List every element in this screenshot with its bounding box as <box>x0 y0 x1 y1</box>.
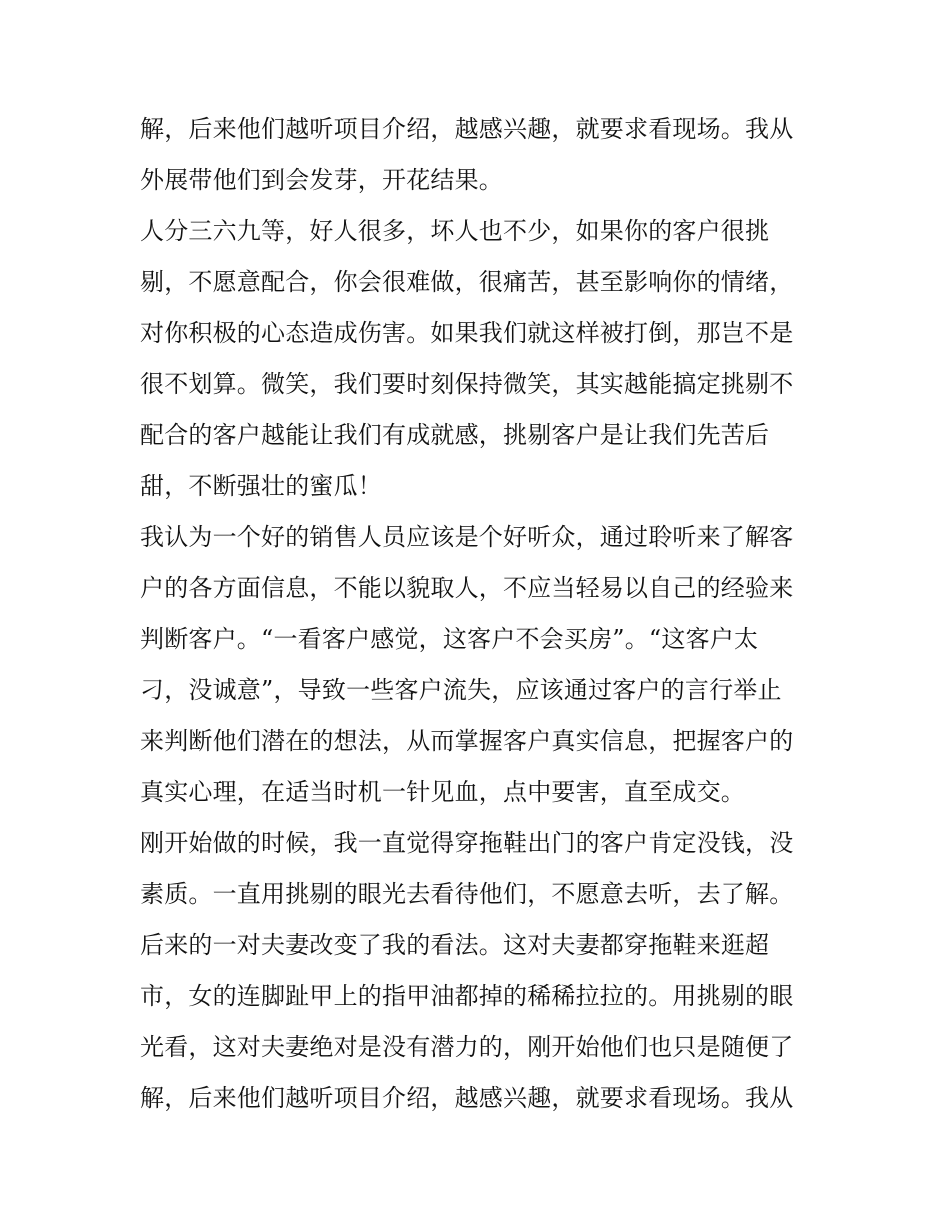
text-line: 判断客户。“一看客户感觉，这客户不会买房”。“这客户太 <box>140 625 759 653</box>
text-line: 人分三六九等，好人很多，坏人也不少，如果你的客户很挑 <box>140 217 770 245</box>
text-line: 我认为一个好的销售人员应该是个好听众，通过聆听来了解客 <box>140 523 794 551</box>
text-line: 后来的一对夫妻改变了我的看法。这对夫妻都穿拖鞋来逛超 <box>140 931 770 959</box>
text-line: 光看，这对夫妻绝对是没有潜力的，刚开始他们也只是随便了 <box>140 1033 794 1061</box>
document-body <box>140 104 830 1124</box>
text-line: 市，女的连脚趾甲上的指甲油都掉的稀稀拉拉的。用挑剔的眼 <box>140 982 794 1010</box>
text-line: 解，后来他们越听项目介绍，越感兴趣，就要求看现场。我从 <box>140 115 794 143</box>
text-line: 素质。一直用挑剔的眼光去看待他们，不愿意去听，去了解。 <box>140 880 794 908</box>
text-line: 刚开始做的时候，我一直觉得穿拖鞋出门的客户肯定没钱，没 <box>140 829 794 857</box>
text-line: 剔，不愿意配合，你会很难做，很痛苦，甚至影响你的情绪， <box>140 268 794 296</box>
text-line: 很不划算。微笑，我们要时刻保持微笑，其实越能搞定挑剔不 <box>140 370 794 398</box>
text-line: 刁，没诚意”，导致一些客户流失，应该通过客户的言行举止 <box>140 676 782 704</box>
text-line: 配合的客户越能让我们有成就感，挑剔客户是让我们先苦后 <box>140 421 770 449</box>
text-line: 甜，不断强壮的蜜瓜！ <box>140 472 382 500</box>
text-line: 来判断他们潜在的想法，从而掌握客户真实信息，把握客户的 <box>140 727 794 755</box>
text-line: 外展带他们到会发芽，开花结果。 <box>140 166 503 194</box>
text-line: 解，后来他们越听项目介绍，越感兴趣，就要求看现场。我从 <box>140 1084 794 1112</box>
text-line: 户的各方面信息，不能以貌取人，不应当轻易以自己的经验来 <box>140 574 794 602</box>
text-line: 真实心理，在适当时机一针见血，点中要害，直至成交。 <box>140 778 745 806</box>
text-line: 对你积极的心态造成伤害。如果我们就这样被打倒，那岂不是 <box>140 319 794 347</box>
